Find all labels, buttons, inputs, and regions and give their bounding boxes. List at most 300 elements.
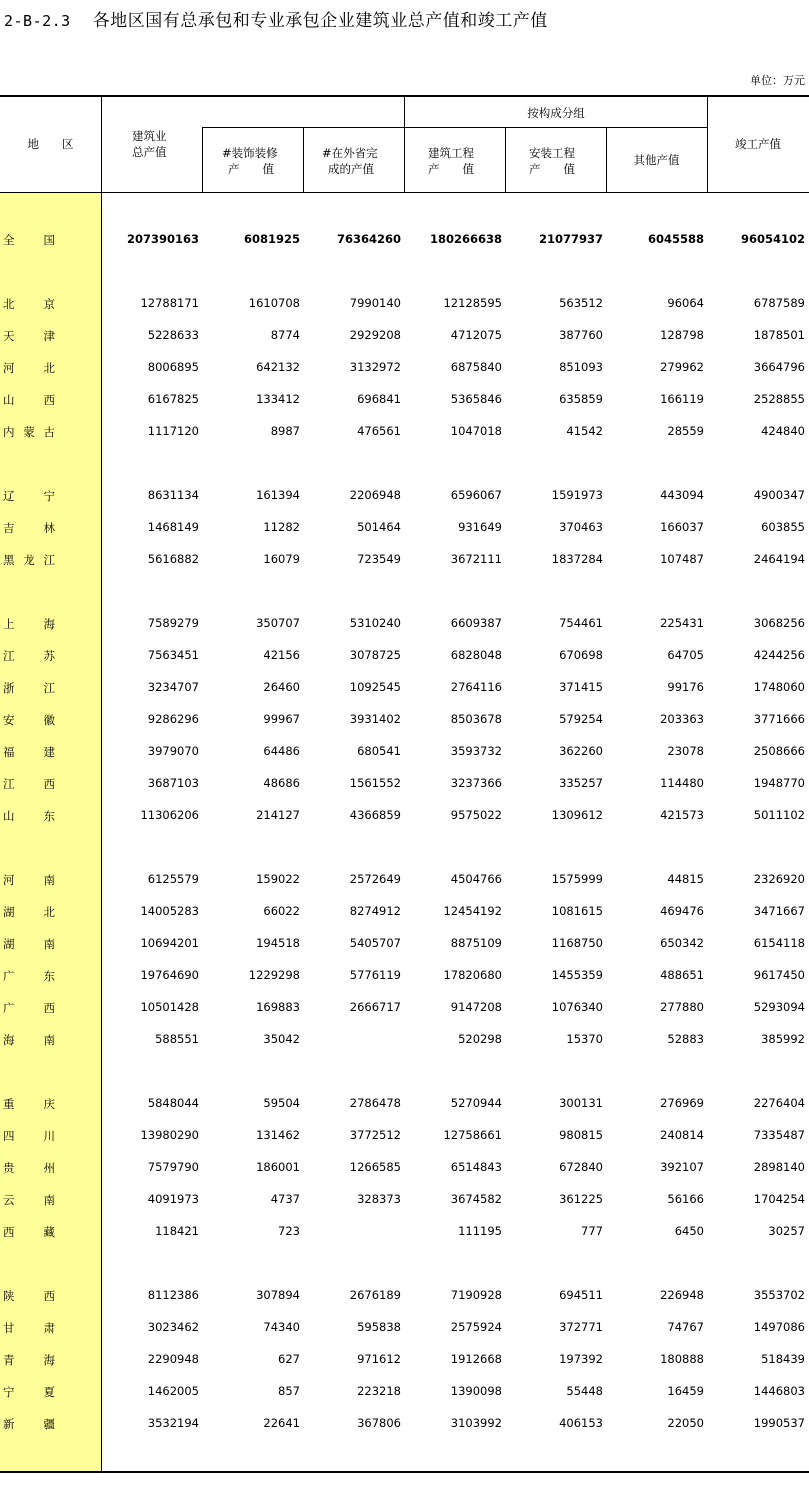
value-cell: 166037 — [660, 520, 704, 534]
value-cell: 6154118 — [753, 936, 805, 950]
value-cell: 214127 — [256, 808, 300, 822]
region-name: 四 川 — [3, 1129, 55, 1143]
value-cell: 3931402 — [349, 712, 401, 726]
value-cell: 74340 — [263, 1320, 300, 1334]
value-cell: 4712075 — [450, 328, 502, 342]
value-cell: 931649 — [458, 520, 502, 534]
region-name: 天 津 — [3, 329, 55, 343]
value-cell: 1912668 — [450, 1352, 502, 1366]
table-row — [0, 328, 809, 348]
value-cell: 588551 — [155, 1032, 199, 1046]
value-cell: 5616882 — [147, 552, 199, 566]
value-cell: 6828048 — [450, 648, 502, 662]
value-cell: 2575924 — [450, 1320, 502, 1334]
value-cell: 6125579 — [147, 872, 199, 886]
value-cell: 6045588 — [647, 232, 704, 246]
value-cell: 3237366 — [450, 776, 502, 790]
region-name: 广 东 — [3, 969, 55, 983]
value-cell: 3532194 — [147, 1416, 199, 1430]
table-row — [0, 776, 809, 796]
value-cell: 3979070 — [147, 744, 199, 758]
value-cell: 133412 — [256, 392, 300, 406]
value-cell: 563512 — [559, 296, 603, 310]
table-row — [0, 1000, 809, 1020]
value-cell: 579254 — [559, 712, 603, 726]
table-row — [0, 616, 809, 636]
value-cell: 15370 — [566, 1032, 603, 1046]
value-cell: 1468149 — [147, 520, 199, 534]
value-cell: 627 — [278, 1352, 300, 1366]
region-column-highlight — [0, 193, 101, 1471]
value-cell: 99967 — [263, 712, 300, 726]
region-name: 福 建 — [3, 745, 55, 759]
value-cell: 635859 — [559, 392, 603, 406]
region-name: 江 苏 — [3, 649, 55, 663]
header-other-province: #在外省完 成的产值 — [322, 146, 378, 176]
value-cell: 9286296 — [147, 712, 199, 726]
table-row — [0, 520, 809, 540]
value-cell: 1948770 — [753, 776, 805, 790]
value-cell: 372771 — [559, 1320, 603, 1334]
table-title: 各地区国有总承包和专业承包企业建筑业总产值和竣工产值 — [92, 11, 548, 31]
value-cell: 66022 — [263, 904, 300, 918]
table-code: 2-B-2.3 — [4, 12, 71, 30]
value-cell: 186001 — [256, 1160, 300, 1174]
value-cell: 3103992 — [450, 1416, 502, 1430]
value-cell: 387760 — [559, 328, 603, 342]
value-cell: 12128595 — [443, 296, 502, 310]
value-cell: 28559 — [667, 424, 704, 438]
table-row — [0, 1416, 809, 1436]
value-cell: 4504766 — [450, 872, 502, 886]
region-name: 内 蒙 古 — [3, 425, 55, 439]
value-cell: 518439 — [761, 1352, 805, 1366]
value-cell: 8006895 — [147, 360, 199, 374]
value-cell: 7589279 — [147, 616, 199, 630]
value-cell: 4091973 — [147, 1192, 199, 1206]
value-cell: 166119 — [660, 392, 704, 406]
value-cell: 1748060 — [753, 680, 805, 694]
value-cell: 276969 — [660, 1096, 704, 1110]
region-name: 陕 西 — [3, 1289, 55, 1303]
table-row — [0, 1384, 809, 1404]
value-cell: 2666717 — [349, 1000, 401, 1014]
page-title — [4, 6, 548, 31]
region-name: 浙 江 — [3, 681, 55, 695]
value-cell: 22641 — [263, 1416, 300, 1430]
value-cell: 520298 — [458, 1032, 502, 1046]
value-cell: 2786478 — [349, 1096, 401, 1110]
header-completed-output: 竣工产值 — [735, 137, 781, 151]
value-cell: 30257 — [768, 1224, 805, 1238]
value-cell: 851093 — [559, 360, 603, 374]
value-cell: 642132 — [256, 360, 300, 374]
table-row — [0, 360, 809, 380]
value-cell: 5228633 — [147, 328, 199, 342]
value-cell: 26460 — [263, 680, 300, 694]
value-cell: 55448 — [566, 1384, 603, 1398]
value-cell: 6081925 — [243, 232, 300, 246]
value-cell: 279962 — [660, 360, 704, 374]
value-cell: 406153 — [559, 1416, 603, 1430]
region-name: 广 西 — [3, 1001, 55, 1015]
value-cell: 23078 — [667, 744, 704, 758]
value-cell: 64486 — [263, 744, 300, 758]
value-cell: 4366859 — [349, 808, 401, 822]
value-cell: 2572649 — [349, 872, 401, 886]
value-cell: 2276404 — [753, 1096, 805, 1110]
value-cell: 3471667 — [753, 904, 805, 918]
value-cell: 21077937 — [538, 232, 603, 246]
value-cell: 1446803 — [753, 1384, 805, 1398]
value-cell: 6875840 — [450, 360, 502, 374]
value-cell: 64705 — [667, 648, 704, 662]
region-name: 贵 州 — [3, 1161, 55, 1175]
value-cell: 2290948 — [147, 1352, 199, 1366]
header-group: 按构成分组 — [527, 106, 585, 120]
value-cell: 5011102 — [753, 808, 805, 822]
value-cell: 300131 — [559, 1096, 603, 1110]
value-cell: 1047018 — [450, 424, 502, 438]
value-cell: 180266638 — [429, 232, 502, 246]
region-name: 西 藏 — [3, 1225, 55, 1239]
value-cell: 8112386 — [147, 1288, 199, 1302]
value-cell: 1266585 — [349, 1160, 401, 1174]
value-cell: 107487 — [660, 552, 704, 566]
region-name: 甘 肃 — [3, 1321, 55, 1335]
value-cell: 11306206 — [140, 808, 199, 822]
value-cell: 4244256 — [753, 648, 805, 662]
value-cell: 3553702 — [753, 1288, 805, 1302]
value-cell: 96054102 — [740, 232, 805, 246]
value-cell: 1610708 — [248, 296, 300, 310]
table-row — [0, 296, 809, 316]
value-cell: 3672111 — [450, 552, 502, 566]
value-cell: 650342 — [660, 936, 704, 950]
value-cell: 3772512 — [349, 1128, 401, 1142]
region-name: 江 西 — [3, 777, 55, 791]
value-cell: 42156 — [263, 648, 300, 662]
value-cell: 194518 — [256, 936, 300, 950]
value-cell: 5848044 — [147, 1096, 199, 1110]
group-underline — [405, 127, 707, 128]
value-cell: 5405707 — [349, 936, 401, 950]
header-divider — [202, 127, 203, 193]
value-cell: 307894 — [256, 1288, 300, 1302]
value-cell: 980815 — [559, 1128, 603, 1142]
table-row — [0, 1192, 809, 1212]
value-cell: 501464 — [357, 520, 401, 534]
value-cell: 131462 — [256, 1128, 300, 1142]
value-cell: 9147208 — [450, 1000, 502, 1014]
value-cell: 362260 — [559, 744, 603, 758]
table-row — [0, 936, 809, 956]
region-name: 安 徽 — [3, 713, 55, 727]
table-row — [0, 872, 809, 892]
region-name: 青 海 — [3, 1353, 55, 1367]
value-cell: 8631134 — [147, 488, 199, 502]
value-cell: 7190928 — [450, 1288, 502, 1302]
header-construction: 建筑工程 产 值 — [428, 146, 474, 176]
value-cell: 680541 — [357, 744, 401, 758]
table-row — [0, 744, 809, 764]
value-cell: 8987 — [270, 424, 300, 438]
value-cell: 16459 — [667, 1384, 704, 1398]
value-cell: 1455359 — [551, 968, 603, 982]
value-cell: 161394 — [256, 488, 300, 502]
value-cell: 3674582 — [450, 1192, 502, 1206]
region-name: 新 疆 — [3, 1417, 55, 1431]
value-cell: 3078725 — [349, 648, 401, 662]
value-cell: 2898140 — [753, 1160, 805, 1174]
value-cell: 696841 — [357, 392, 401, 406]
value-cell: 5776119 — [349, 968, 401, 982]
header-decoration: #装饰装修 产 值 — [222, 146, 278, 176]
value-cell: 74767 — [667, 1320, 704, 1334]
region-name: 辽 宁 — [3, 489, 55, 503]
value-cell: 12758661 — [443, 1128, 502, 1142]
value-cell: 1168750 — [551, 936, 603, 950]
value-cell: 1704254 — [753, 1192, 805, 1206]
region-name: 全 国 — [3, 233, 55, 247]
value-cell: 971612 — [357, 1352, 401, 1366]
value-cell: 225431 — [660, 616, 704, 630]
value-cell: 203363 — [660, 712, 704, 726]
value-cell: 128798 — [660, 328, 704, 342]
table-row — [0, 1288, 809, 1308]
value-cell: 723 — [278, 1224, 300, 1238]
value-cell: 5293094 — [753, 1000, 805, 1014]
value-cell: 56166 — [667, 1192, 704, 1206]
value-cell: 7990140 — [349, 296, 401, 310]
value-cell: 694511 — [559, 1288, 603, 1302]
value-cell: 3068256 — [753, 616, 805, 630]
region-name: 重 庆 — [3, 1097, 55, 1111]
header-total-output: 建筑业 总产值 — [132, 129, 167, 159]
value-cell: 22050 — [667, 1416, 704, 1430]
header-divider — [505, 127, 506, 193]
value-cell: 1561552 — [349, 776, 401, 790]
value-cell: 16079 — [263, 552, 300, 566]
value-cell: 723549 — [357, 552, 401, 566]
value-cell: 96064 — [667, 296, 704, 310]
table-row — [0, 232, 809, 252]
value-cell: 3023462 — [147, 1320, 199, 1334]
value-cell: 2206948 — [349, 488, 401, 502]
value-cell: 12788171 — [140, 296, 199, 310]
value-cell: 8274912 — [349, 904, 401, 918]
region-name: 山 东 — [3, 809, 55, 823]
value-cell: 3664796 — [753, 360, 805, 374]
value-cell: 76364260 — [336, 232, 401, 246]
value-cell: 10501428 — [140, 1000, 199, 1014]
value-cell: 361225 — [559, 1192, 603, 1206]
value-cell: 59504 — [263, 1096, 300, 1110]
value-cell: 35042 — [263, 1032, 300, 1046]
region-name: 黑 龙 江 — [3, 553, 55, 567]
value-cell: 3593732 — [450, 744, 502, 758]
region-name: 北 京 — [3, 297, 55, 311]
value-cell: 99176 — [667, 680, 704, 694]
table-bottom-rule — [0, 1471, 809, 1473]
table-row — [0, 904, 809, 924]
value-cell: 223218 — [357, 1384, 401, 1398]
value-cell: 392107 — [660, 1160, 704, 1174]
value-cell: 469476 — [660, 904, 704, 918]
value-cell: 754461 — [559, 616, 603, 630]
header-divider — [303, 127, 304, 193]
value-cell: 1462005 — [147, 1384, 199, 1398]
table-row — [0, 648, 809, 668]
header-other-output: 其他产值 — [633, 153, 680, 167]
value-cell: 350707 — [256, 616, 300, 630]
table-row — [0, 1160, 809, 1180]
value-cell: 159022 — [256, 872, 300, 886]
value-cell: 197392 — [559, 1352, 603, 1366]
table-row — [0, 392, 809, 412]
value-cell: 1837284 — [551, 552, 603, 566]
value-cell: 2326920 — [753, 872, 805, 886]
table-row — [0, 680, 809, 700]
table-row — [0, 1352, 809, 1372]
value-cell: 111195 — [458, 1224, 502, 1238]
value-cell: 114480 — [660, 776, 704, 790]
value-cell: 7579790 — [147, 1160, 199, 1174]
value-cell: 1229298 — [248, 968, 300, 982]
value-cell: 3687103 — [147, 776, 199, 790]
value-cell: 1092545 — [349, 680, 401, 694]
value-cell: 1076340 — [551, 1000, 603, 1014]
value-cell: 44815 — [667, 872, 704, 886]
value-cell: 2764116 — [450, 680, 502, 694]
value-cell: 6450 — [674, 1224, 704, 1238]
value-cell: 19764690 — [140, 968, 199, 982]
value-cell: 476561 — [357, 424, 401, 438]
value-cell: 7335487 — [753, 1128, 805, 1142]
value-cell: 1878501 — [753, 328, 805, 342]
value-cell: 12454192 — [443, 904, 502, 918]
value-cell: 1497086 — [753, 1320, 805, 1334]
region-name: 上 海 — [3, 617, 55, 631]
value-cell: 1591973 — [551, 488, 603, 502]
value-cell: 603855 — [761, 520, 805, 534]
value-cell: 8503678 — [450, 712, 502, 726]
value-cell: 48686 — [263, 776, 300, 790]
value-cell: 13980290 — [140, 1128, 199, 1142]
value-cell: 6596067 — [450, 488, 502, 502]
table-row — [0, 808, 809, 828]
value-cell: 1309612 — [551, 808, 603, 822]
value-cell: 5310240 — [349, 616, 401, 630]
value-cell: 52883 — [667, 1032, 704, 1046]
value-cell: 777 — [581, 1224, 603, 1238]
value-cell: 2508666 — [753, 744, 805, 758]
region-name: 宁 夏 — [3, 1385, 55, 1399]
value-cell: 118421 — [155, 1224, 199, 1238]
value-cell: 14005283 — [140, 904, 199, 918]
value-cell: 10694201 — [140, 936, 199, 950]
value-cell: 371415 — [559, 680, 603, 694]
value-cell: 8875109 — [450, 936, 502, 950]
value-cell: 226948 — [660, 1288, 704, 1302]
value-cell: 207390163 — [126, 232, 199, 246]
value-cell: 670698 — [559, 648, 603, 662]
value-cell: 240814 — [660, 1128, 704, 1142]
table-row — [0, 1096, 809, 1116]
value-cell: 443094 — [660, 488, 704, 502]
table-row — [0, 712, 809, 732]
value-cell: 1081615 — [551, 904, 603, 918]
value-cell: 8774 — [270, 328, 300, 342]
region-name: 吉 林 — [3, 521, 55, 535]
header-region: 地 区 — [27, 137, 74, 151]
value-cell: 6787589 — [753, 296, 805, 310]
value-cell: 857 — [278, 1384, 300, 1398]
value-cell: 3234707 — [147, 680, 199, 694]
value-cell: 2676189 — [349, 1288, 401, 1302]
region-name: 湖 南 — [3, 937, 55, 951]
region-name: 山 西 — [3, 393, 55, 407]
value-cell: 9575022 — [450, 808, 502, 822]
unit-label: 单位：万元 — [750, 74, 805, 87]
value-cell: 421573 — [660, 808, 704, 822]
value-cell: 2528855 — [753, 392, 805, 406]
value-cell: 11282 — [263, 520, 300, 534]
table-row — [0, 968, 809, 988]
table-row — [0, 552, 809, 572]
value-cell: 328373 — [357, 1192, 401, 1206]
value-cell: 595838 — [357, 1320, 401, 1334]
value-cell: 1990537 — [753, 1416, 805, 1430]
table-row — [0, 1320, 809, 1340]
value-cell: 335257 — [559, 776, 603, 790]
value-cell: 6609387 — [450, 616, 502, 630]
value-cell: 488651 — [660, 968, 704, 982]
value-cell: 6514843 — [450, 1160, 502, 1174]
table-row — [0, 1224, 809, 1244]
value-cell: 180888 — [660, 1352, 704, 1366]
value-cell: 277880 — [660, 1000, 704, 1014]
region-name: 河 北 — [3, 361, 55, 375]
region-name: 海 南 — [3, 1033, 55, 1047]
value-cell: 1575999 — [551, 872, 603, 886]
value-cell: 1390098 — [450, 1384, 502, 1398]
table-row — [0, 1128, 809, 1148]
value-cell: 4900347 — [753, 488, 805, 502]
value-cell: 2464194 — [753, 552, 805, 566]
region-name: 云 南 — [3, 1193, 55, 1207]
value-cell: 169883 — [256, 1000, 300, 1014]
value-cell: 4737 — [270, 1192, 300, 1206]
value-cell: 9617450 — [753, 968, 805, 982]
region-name: 河 南 — [3, 873, 55, 887]
value-cell: 5365846 — [450, 392, 502, 406]
value-cell: 7563451 — [147, 648, 199, 662]
value-cell: 3771666 — [753, 712, 805, 726]
value-cell: 385992 — [761, 1032, 805, 1046]
value-cell: 424840 — [761, 424, 805, 438]
value-cell: 6167825 — [147, 392, 199, 406]
value-cell: 1117120 — [147, 424, 199, 438]
value-cell: 367806 — [357, 1416, 401, 1430]
value-cell: 17820680 — [443, 968, 502, 982]
value-cell: 2929208 — [349, 328, 401, 342]
table-row — [0, 1032, 809, 1052]
value-cell: 672840 — [559, 1160, 603, 1174]
value-cell: 41542 — [566, 424, 603, 438]
value-cell: 3132972 — [349, 360, 401, 374]
table-row — [0, 488, 809, 508]
